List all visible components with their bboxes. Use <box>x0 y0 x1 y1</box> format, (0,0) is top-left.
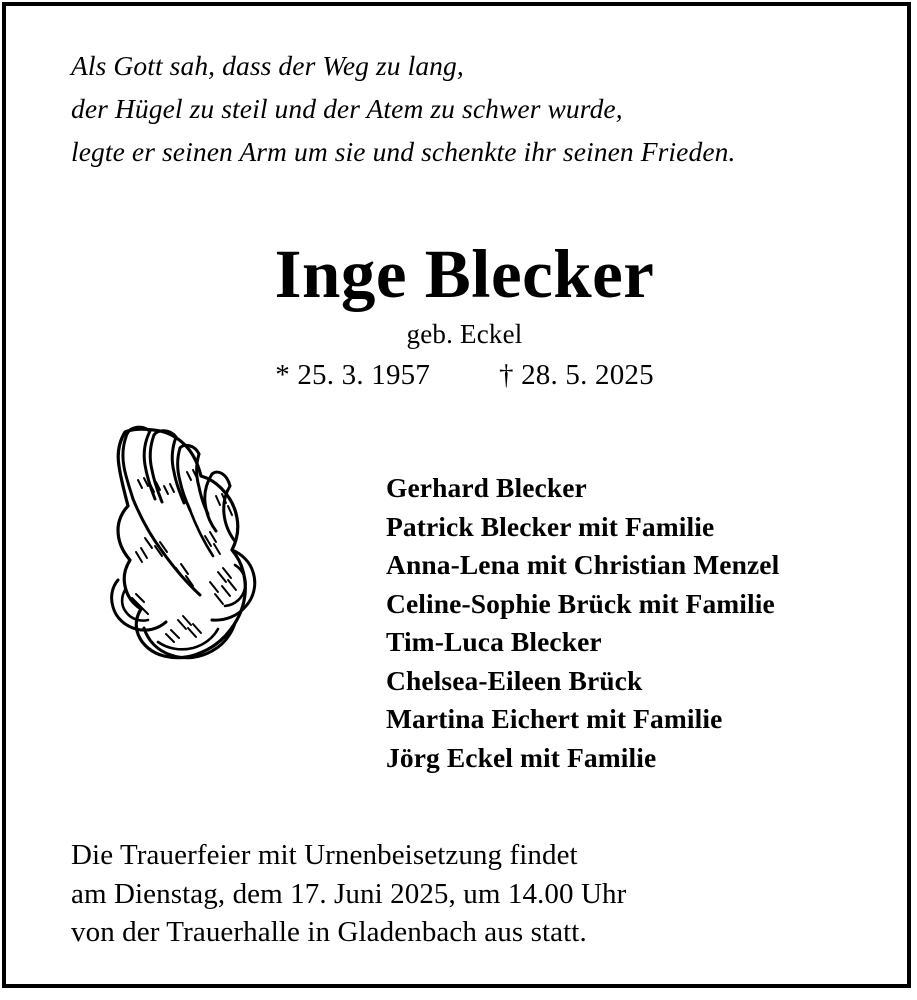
survivor-line: Anna-Lena mit Christian Menzel <box>386 549 780 580</box>
survivor-line: Celine-Sophie Brück mit Familie <box>386 587 775 619</box>
praying-hands-icon <box>92 420 276 678</box>
birth-date: 25. 3. 1957 <box>297 359 431 391</box>
survivors-list <box>386 469 886 777</box>
birth-symbol: * <box>275 359 290 391</box>
survivor-line: Martina Eichert mit Familie <box>386 703 723 734</box>
survivor-line: Gerhard Blecker <box>386 472 587 503</box>
deceased-name-block <box>6 234 917 394</box>
service-line-2: am Dienstag, dem 17. Juni 2025, um 14.00 Uhr <box>71 877 627 910</box>
notice-border-frame <box>2 2 911 988</box>
death-symbol: † <box>498 359 514 391</box>
death-date: 28. 5. 2025 <box>521 359 654 391</box>
deceased-maiden-name: geb. Eckel <box>406 319 523 349</box>
service-details <box>71 836 871 952</box>
survivor-line: Patrick Blecker mit Familie <box>386 510 715 542</box>
verse-line-2: der Hügel zu steil und der Atem zu schwer wurde, <box>71 93 623 124</box>
verse-line-1: Als Gott sah, dass der Weg zu lang, <box>71 50 464 81</box>
survivor-line: Jörg Eckel mit Familie <box>386 741 657 773</box>
survivor-line: Chelsea-Eileen Brück <box>386 664 643 696</box>
service-line-3: von der Trauerhalle in Gladenbach aus statt. <box>71 916 587 948</box>
deceased-dates <box>6 356 917 394</box>
verse-line-3: legte er seinen Arm um sie und schenkte ihr seinen Frieden. <box>71 136 736 167</box>
deceased-name: Inge Blecker <box>274 236 655 312</box>
service-line-1: Die Trauerfeier mit Urnenbeisetzung findet <box>71 839 578 871</box>
survivor-line: Tim-Luca Blecker <box>386 626 602 657</box>
verse-block <box>71 44 861 173</box>
